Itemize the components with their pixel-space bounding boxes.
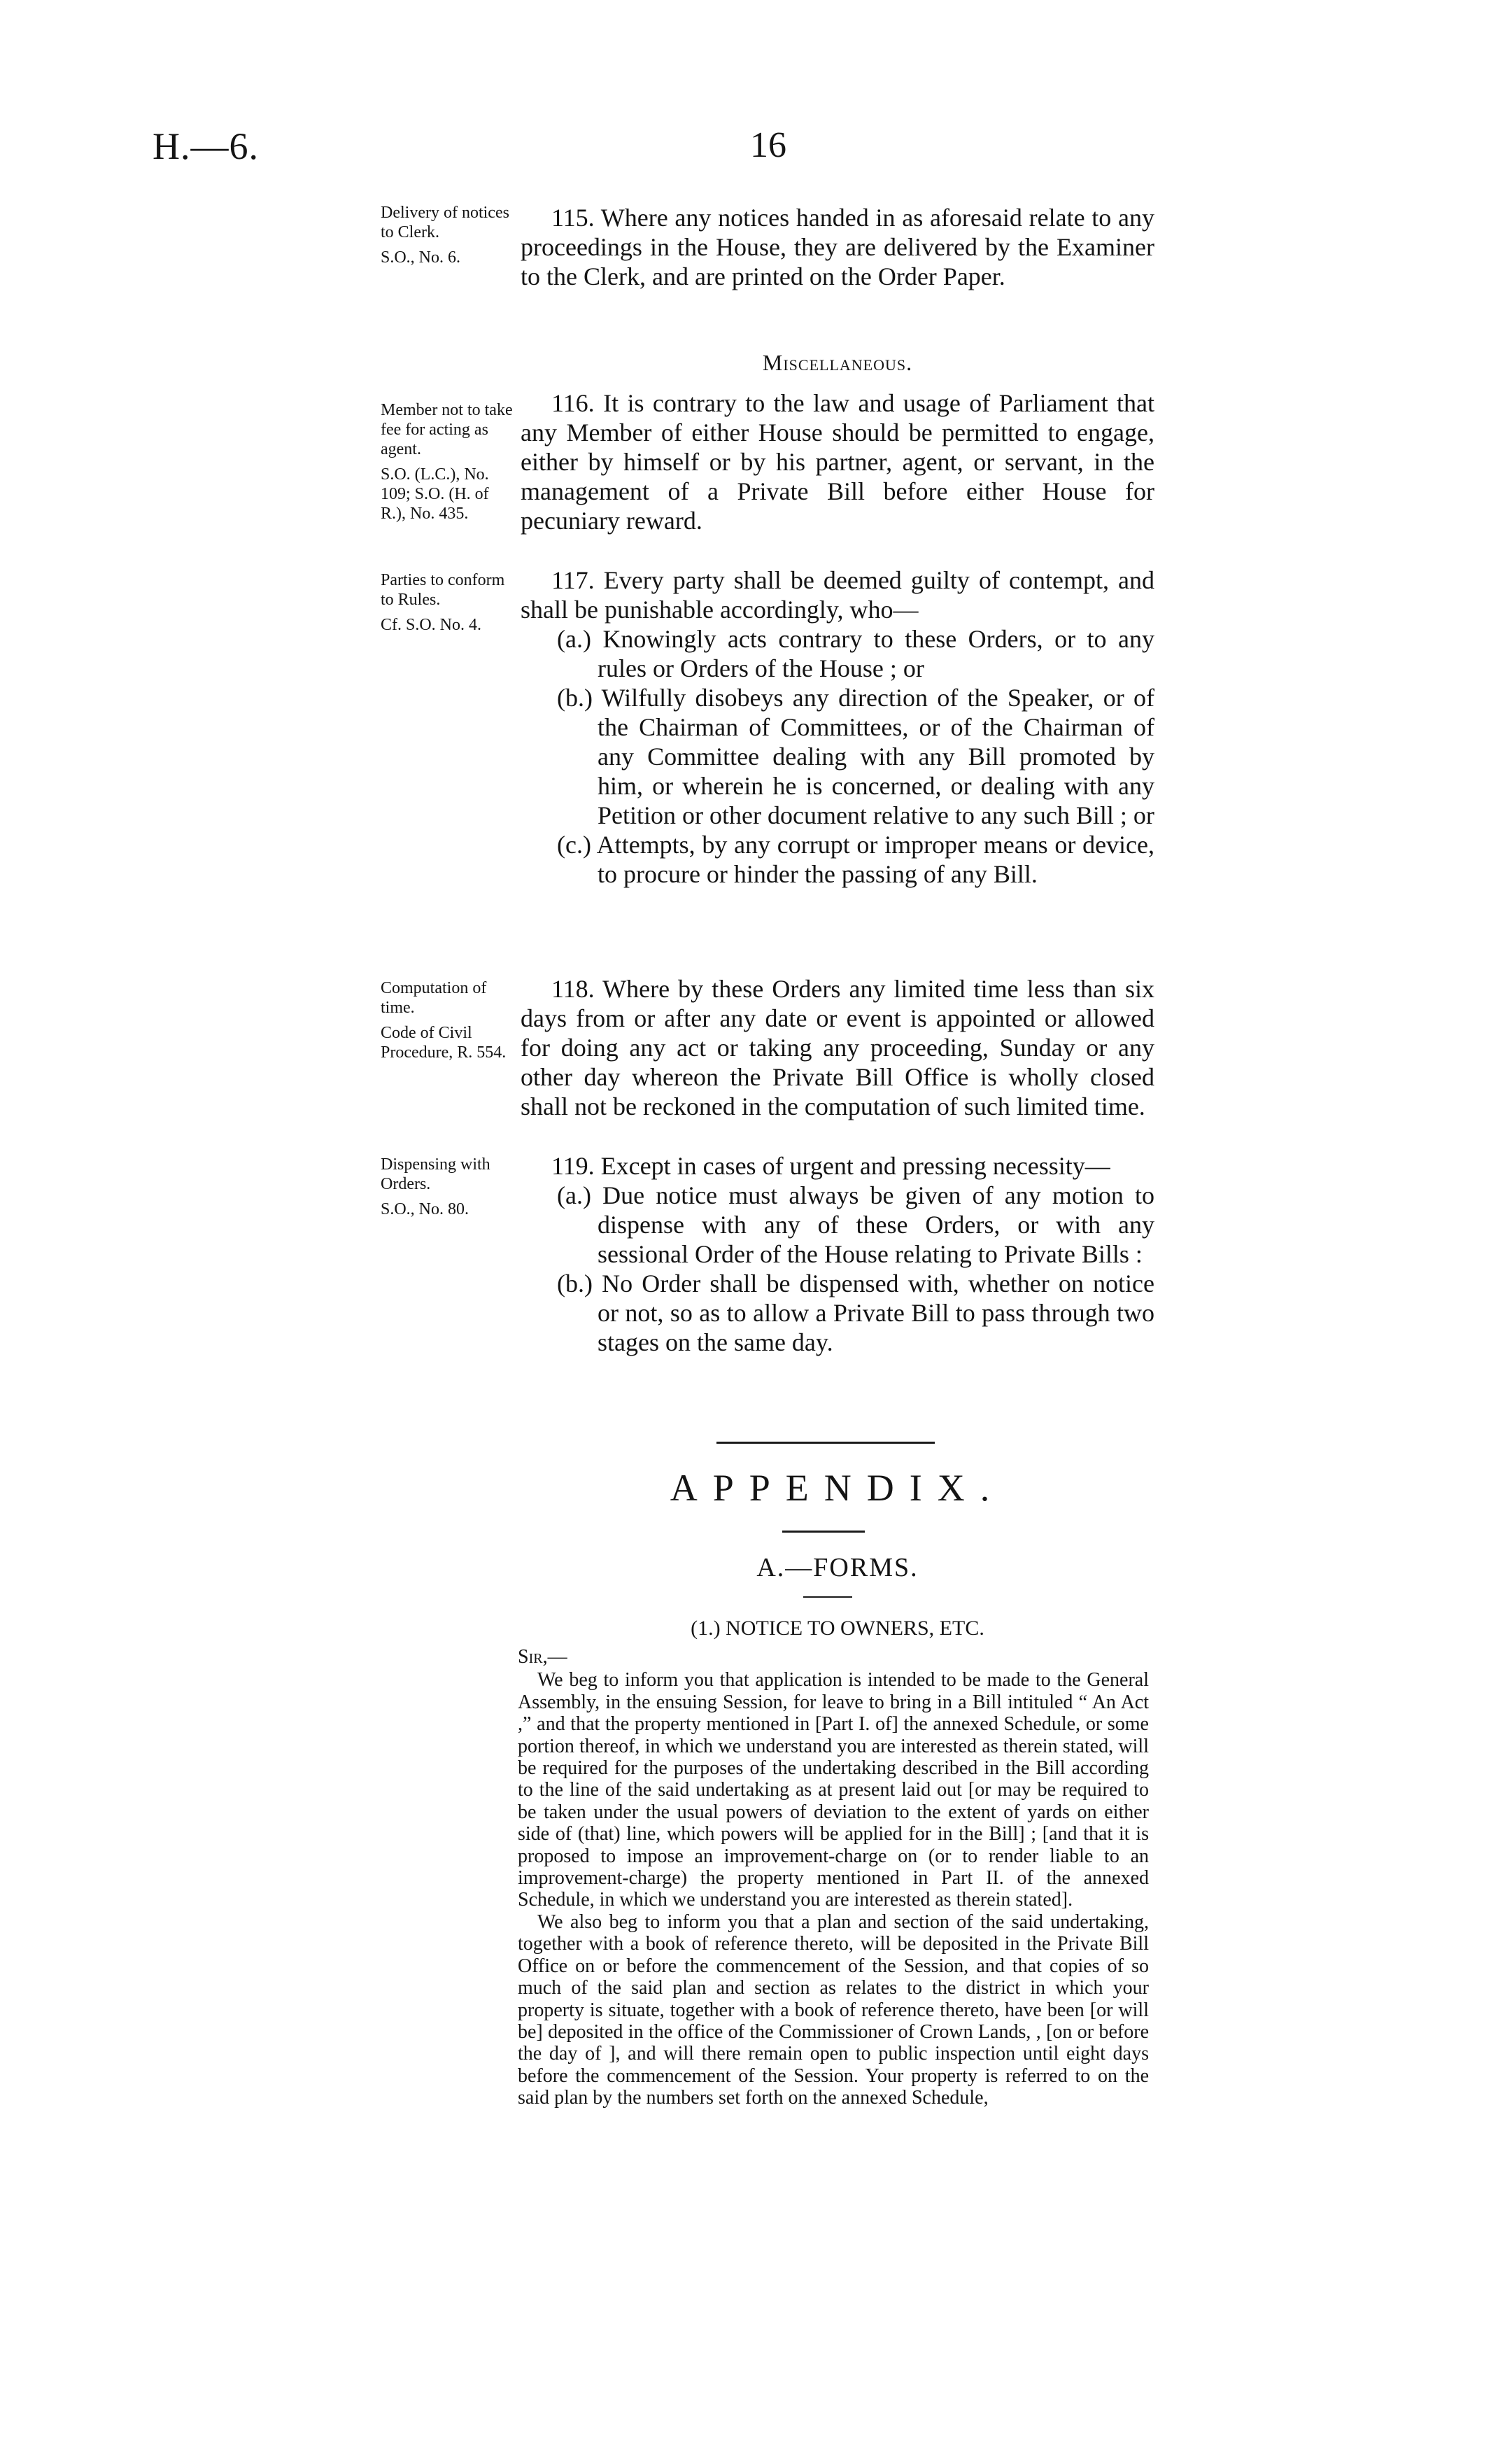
page-reference: H.—6. [153, 125, 259, 167]
margin-note-title: Parties to conform to Rules. [381, 571, 505, 609]
section-119 [521, 1151, 1154, 1357]
list-item [521, 830, 1154, 889]
item-label: (a.) [557, 625, 591, 653]
margin-note-citation: Cf. S.O. No. 4. [381, 616, 482, 634]
item-label: (c.) [557, 831, 591, 859]
item-label: (b.) [557, 1269, 593, 1297]
list-item [521, 1181, 1154, 1269]
margin-note-117 [381, 570, 514, 635]
section-119-intro: 119. Except in cases of urgent and pressing necessity— [551, 1152, 1110, 1180]
item-text: Attempts, by any corrupt or improper means or device, to procure or hinder the passing of any Bill. [596, 831, 1155, 888]
forms-subtitle: A.—FORMS. [756, 1553, 919, 1582]
margin-note-citation: S.O., No. 80. [381, 1200, 469, 1218]
margin-note-title: Member not to take fee for acting as agent. [381, 401, 513, 458]
title-divider [782, 1531, 865, 1533]
notice-letter [518, 1646, 1149, 2109]
margin-note-citation: Code of Civil Procedure, R. 554. [381, 1024, 507, 1062]
section-118-text: 118. Where by these Orders any limited time less than six days from or after any date or event is appointed or allowed for doing any act or taking any proceeding, Sunday or any other day whereon the Private Bill Office is wholly closed shall not be reckoned in the computation of such limited time. [521, 975, 1154, 1120]
list-item [521, 683, 1154, 830]
miscellaneous-heading: Miscellaneous. [762, 350, 913, 375]
margin-note-title: Dispensing with Orders. [381, 1155, 490, 1193]
item-text: No Order shall be dispensed with, whether on notice or not, so as to allow a Private Bill to pass through two stages on the same day. [598, 1269, 1155, 1356]
margin-note-title: Computation of time. [381, 979, 487, 1017]
section-116-text: 116. It is contrary to the law and usage of Parliament that any Member of either House should be permitted to engage, either by himself or by his partner, agent, or servant, in the management of a Private Bill before either House for pecuniary reward. [521, 389, 1154, 535]
item-text: Wilfully disobeys any direction of the Speaker, or of the Chairman of Committees, or of the Chairman of any Committee dealing with any Bill promoted by him, or wherein he is concerned, or dealing with any Petition or other document relative to any such Bill ; or [598, 684, 1154, 829]
item-text: Knowingly acts contrary to these Orders, or to any rules or Orders of the House ; or [598, 625, 1154, 682]
form-title: (1.) NOTICE TO OWNERS, ETC. [691, 1617, 984, 1640]
margin-note-title: Delivery of notices to Clerk. [381, 204, 509, 241]
item-label: (a.) [557, 1181, 591, 1209]
margin-note-citation: S.O., No. 6. [381, 248, 461, 267]
list-item [521, 624, 1154, 683]
margin-note-119 [381, 1155, 514, 1219]
margin-note-118 [381, 978, 514, 1062]
item-label: (b.) [557, 684, 593, 712]
list-item [521, 1269, 1154, 1357]
section-116 [521, 388, 1154, 535]
margin-note-115 [381, 203, 514, 267]
section-117 [521, 565, 1154, 889]
item-text: Due notice must always be given of any motion to dispense with any of these Orders, or with any sessional Order of the House relating to Private Bills : [598, 1181, 1154, 1268]
section-115-text: 115. Where any notices handed in as aforesaid relate to any proceedings in the House, they are delivered by the Examiner to the Clerk, and are printed on the Order Paper. [521, 204, 1154, 290]
section-115 [521, 203, 1154, 291]
letter-salutation: Sir,— [518, 1646, 567, 1668]
margin-note-citation: S.O. (L.C.), No. 109; S.O. (H. of R.), No. 435. [381, 465, 489, 523]
section-117-intro: 117. Every party shall be deemed guilty of contempt, and shall be punishable accordingly, who— [521, 566, 1154, 624]
letter-paragraph: We beg to inform you that application is intended to be made to the General Assembly, in the ensuing Session, for leave to bring in a Bill intituled “ An Act ,” and that the property mentioned in [Part I. of] the annexed Schedule, or some portion thereof, in which we understand you are interested as therein stated, will be required for the purposes of the undertaking described in the Bill according to the line of the said undertaking as at present laid out [or may be required to be taken under the usual powers of deviation to the extent of yards on either side of (that) line, which powers will be applied for in the Bill] ; [and that it is proposed to impose an improvement-charge on (or to render liable to an improvement-charge) the property mentioned in Part II. of the annexed Schedule, in which we understand you are interested as therein stated]. [518, 1669, 1149, 1911]
appendix-title: APPENDIX. [670, 1467, 1005, 1509]
section-118 [521, 974, 1154, 1121]
margin-note-116 [381, 400, 514, 523]
letter-paragraph: We also beg to inform you that a plan and section of the said undertaking, together with a book of reference thereto, will be deposited in the Private Bill Office on or before the commencement of the Session, and that copies of so much of the said plan and section as relates to the district in which your property is situate, together with a book of reference thereto, have been [or will be] deposited in the office of the Commissioner of Crown Lands, , [on or before the day of ], and will there remain open to public inspection until eight days before the commencement of the Session. Your property is referred to on the said plan by the numbers set forth on the annexed Schedule, [518, 1911, 1149, 2109]
section-divider [716, 1442, 935, 1444]
page-number: 16 [750, 125, 786, 165]
subtitle-divider [803, 1596, 852, 1598]
